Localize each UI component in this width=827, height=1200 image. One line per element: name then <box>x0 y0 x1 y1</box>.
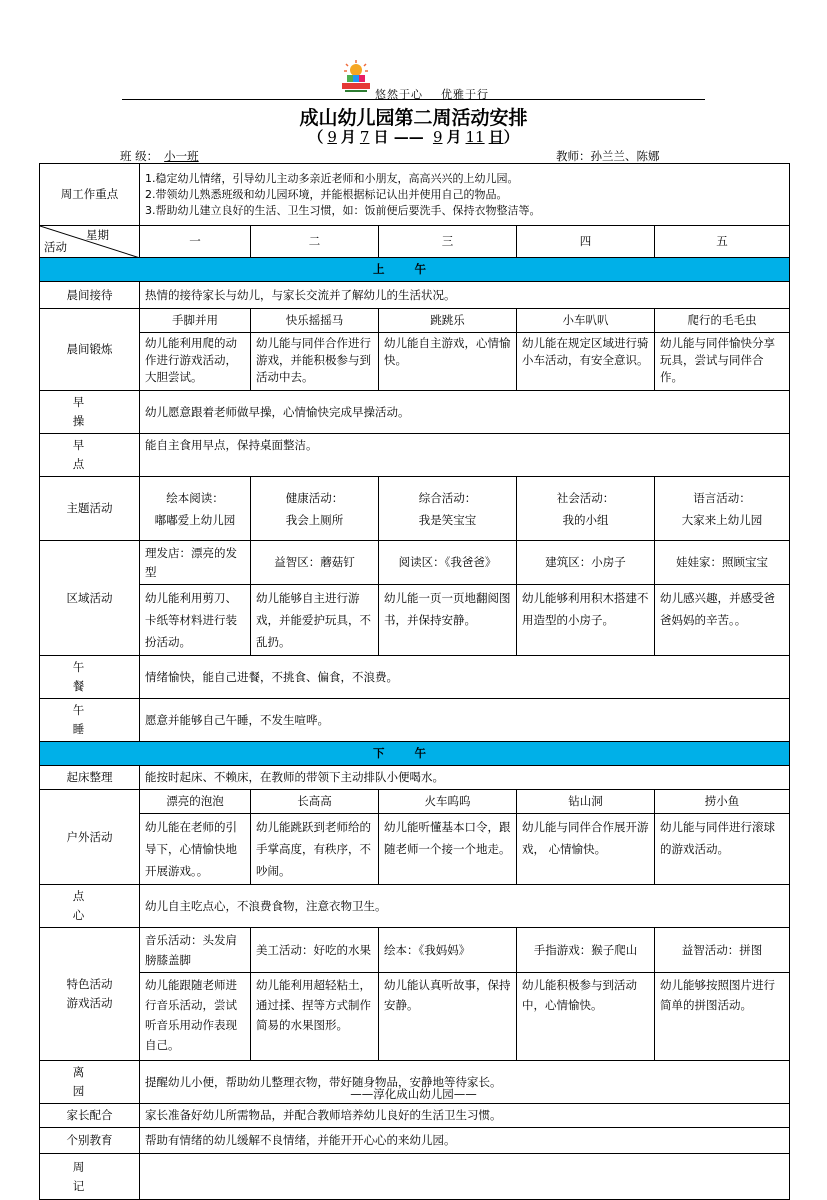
activity-desc: 幼儿能在老师的引导下，心情愉快地开展游戏。。 <box>140 814 251 885</box>
area-title: 建筑区：小房子 <box>517 541 655 585</box>
motto-right: 优雅于行 <box>441 88 489 101</box>
theme-type: 综合活动： <box>418 490 477 505</box>
day-header: 一 <box>140 226 251 258</box>
nap-row <box>40 699 790 742</box>
activity-desc: 幼儿能够按照图片进行简单的拼图活动。 <box>655 973 790 1061</box>
row-content: 幼儿自主吃点心，不浪费食物，注意衣物卫生。 <box>140 885 790 928</box>
morning-banner-row <box>40 258 790 282</box>
focus-item: 3.帮助幼儿建立良好的生活、卫生习惯，如：饭前便后要洗手、保持衣物整洁等。 <box>145 203 541 217</box>
afternoon-snack-row <box>40 885 790 928</box>
row-label: 午 餐 <box>40 656 140 699</box>
row-label <box>40 928 140 1061</box>
page-title: 成山幼儿园第二周活动安排 <box>299 107 528 129</box>
theme-title: 我是笑宝宝 <box>418 512 477 527</box>
activity-desc: 幼儿能在规定区域进行骑小车活动，有安全意识。 <box>517 333 655 391</box>
focus-item: 1.稳定幼儿情绪，引导幼儿主动多亲近老师和小朋友，高高兴兴的上幼儿园。 <box>145 171 519 185</box>
diag-bottom-label: 活动 <box>44 240 67 254</box>
row-label: 个别教育 <box>40 1128 140 1154</box>
activity-title: 火车呜呜 <box>379 790 517 814</box>
day-header: 三 <box>379 226 517 258</box>
row-label: 离 园 <box>40 1061 140 1104</box>
area-desc: 幼儿能一页一页地翻阅图书，并保持安静。 <box>379 585 517 656</box>
area-title-row <box>40 541 790 585</box>
theme-title: 我的小组 <box>562 512 609 527</box>
wakeup-row <box>40 766 790 790</box>
area-title: 理发店：漂亮的发型 <box>140 541 251 585</box>
area-desc: 幼儿能利用剪刀、卡纸等材料进行装扮活动。 <box>140 585 251 656</box>
class-value: 小一班 <box>164 149 199 163</box>
teacher-label: 教师： <box>556 149 591 163</box>
paren-close: ） <box>503 128 519 146</box>
row-label: 周 记 <box>40 1154 140 1200</box>
row-content: 热情的接待家长与幼儿，与家长交流并了解幼儿的生活状况。 <box>140 282 790 309</box>
diagonal-header-cell <box>40 226 140 258</box>
outdoor-desc-row <box>40 814 790 885</box>
row-label: 早 点 <box>40 434 140 477</box>
end-month: 9 <box>432 128 443 146</box>
month-char-2: 月 <box>446 128 462 146</box>
start-month: 9 <box>327 128 337 146</box>
activity-title: 美工活动：好吃的水果 <box>251 928 379 973</box>
activity-title: 益智活动：拼图 <box>655 928 790 973</box>
weekly-focus-row <box>40 164 790 226</box>
row-content: 幼儿愿意跟着老师做早操，心情愉快完成早操活动。 <box>140 391 790 434</box>
row-label: 起床整理 <box>40 766 140 790</box>
days-header-row <box>40 226 790 258</box>
diag-top-label: 星期 <box>86 228 109 242</box>
class-info <box>120 148 209 164</box>
morning-banner: 上午 <box>40 258 790 282</box>
start-day: 7 <box>359 128 370 146</box>
day-char-2: 日 <box>488 128 504 146</box>
activity-desc: 幼儿能听懂基本口令，跟随老师一个接一个地走。 <box>379 814 517 885</box>
exercise-title-row <box>40 309 790 333</box>
area-title: 阅读区：《我爸爸》 <box>379 541 517 585</box>
individual-row <box>40 1128 790 1154</box>
weekly-focus-label: 周工作重点 <box>40 164 140 226</box>
row-label: 晨间锻炼 <box>40 309 140 391</box>
reception-row <box>40 282 790 309</box>
special-desc-row <box>40 973 790 1061</box>
afternoon-banner: 下午 <box>40 742 790 766</box>
theme-cell <box>655 477 790 541</box>
row-content: 愿意并能够自己午睡，不发生喧哗。 <box>140 699 790 742</box>
activity-desc: 幼儿能利用爬的动作进行游戏活动，大胆尝试。 <box>140 333 251 391</box>
activity-title: 音乐活动：头发肩膀膝盖脚 <box>140 928 251 973</box>
area-desc: 幼儿能够自主进行游戏，并能爱护玩具，不乱扔。 <box>251 585 379 656</box>
activity-title: 捞小鱼 <box>655 790 790 814</box>
day-char: 日 <box>373 128 389 146</box>
activity-title: 快乐摇摇马 <box>251 309 379 333</box>
row-label: 午 睡 <box>40 699 140 742</box>
row-content: 提醒幼儿小便，帮助幼儿整理衣物，带好随身物品，安静地等待家长。 <box>140 1061 790 1104</box>
teacher-value: 孙兰兰、陈娜 <box>590 149 660 163</box>
theme-title: 嘟嘟爱上幼儿园 <box>154 512 236 527</box>
lunch-row <box>40 656 790 699</box>
activity-desc: 幼儿能与同伴合作展开游戏， 心情愉快。 <box>517 814 655 885</box>
activity-title: 跳跳乐 <box>379 309 517 333</box>
row-content: 帮助有情绪的幼儿缓解不良情绪，并能开开心心的来幼儿园。 <box>140 1128 790 1154</box>
day-header: 五 <box>655 226 790 258</box>
activity-desc: 幼儿能积极参与到活动中，心情愉快。 <box>517 973 655 1061</box>
exercise-desc-row <box>40 333 790 391</box>
activity-desc: 幼儿能利用超轻粘土，通过揉、捏等方式制作简易的水果图形。 <box>251 973 379 1061</box>
special-label-2: 游戏活动 <box>66 996 113 1010</box>
snack-row <box>40 434 790 477</box>
activity-title: 手脚并用 <box>140 309 251 333</box>
kindergarten-logo <box>341 60 371 94</box>
theme-type: 语言活动： <box>693 490 751 505</box>
row-label: 主题活动 <box>40 477 140 541</box>
activity-desc: 幼儿能跟随老师进行音乐活动，尝试听音乐用动作表现自己。 <box>140 973 251 1061</box>
row-content: 能自主食用早点，保持桌面整洁。 <box>140 434 790 477</box>
activity-desc: 幼儿能认真听故事，保持安静。 <box>379 973 517 1061</box>
month-char: 月 <box>340 128 356 146</box>
theme-title: 我会上厕所 <box>285 512 344 527</box>
area-desc: 幼儿感兴趣，并感受爸爸妈妈的辛苦。。 <box>655 585 790 656</box>
activity-desc: 幼儿能与同伴进行滚球的游戏活动。 <box>655 814 790 885</box>
row-label: 户外活动 <box>40 790 140 885</box>
activity-desc: 幼儿能与同伴合作进行游戏，并能积极参与到活动中去。 <box>251 333 379 391</box>
schedule-table <box>39 163 790 1200</box>
row-label: 早 操 <box>40 391 140 434</box>
theme-title: 大家来上幼儿园 <box>681 512 763 527</box>
row-content: 能按时起床、不赖床，在教师的带领下主动排队小便喝水。 <box>140 766 790 790</box>
theme-cell <box>517 477 655 541</box>
theme-type: 健康活动： <box>285 490 344 505</box>
row-label: 晨间接待 <box>40 282 140 309</box>
paren-open: （ <box>308 128 324 146</box>
special-label-1: 特色活动 <box>66 977 113 991</box>
teacher-info <box>556 148 660 164</box>
theme-row <box>40 477 790 541</box>
activity-title: 钻山洞 <box>517 790 655 814</box>
outdoor-title-row <box>40 790 790 814</box>
weekly-notes-content[interactable] <box>140 1154 790 1200</box>
theme-cell <box>251 477 379 541</box>
activity-desc: 幼儿能与同伴愉快分享玩具，尝试与同伴合作。 <box>655 333 790 391</box>
special-title-row <box>40 928 790 973</box>
day-header: 四 <box>517 226 655 258</box>
activity-title: 长高高 <box>251 790 379 814</box>
row-content: 家长准备好幼儿所需物品，并配合教师培养幼儿良好的生活卫生习惯。 <box>140 1104 790 1128</box>
header-rule <box>122 99 705 100</box>
theme-cell <box>140 477 251 541</box>
date-dash: —— <box>393 128 424 146</box>
weekly-focus-content <box>140 164 790 226</box>
theme-cell <box>379 477 517 541</box>
area-desc: 幼儿能够利用积木搭建不用造型的小房子。 <box>517 585 655 656</box>
date-range <box>0 126 827 147</box>
afternoon-banner-row <box>40 742 790 766</box>
end-day: 11 <box>465 128 485 146</box>
area-desc-row <box>40 585 790 656</box>
activity-title: 手指游戏：猴子爬山 <box>517 928 655 973</box>
theme-type: 社会活动： <box>556 490 615 505</box>
theme-type: 绘本阅读： <box>166 490 224 505</box>
activity-title: 漂亮的泡泡 <box>140 790 251 814</box>
morning-exercise-row <box>40 391 790 434</box>
focus-item: 2.带领幼儿熟悉班级和幼儿园环境，并能根据标记认出并使用自己的物品。 <box>145 187 508 201</box>
activity-title: 绘本：《我妈妈》 <box>379 928 517 973</box>
row-label: 区域活动 <box>40 541 140 656</box>
parents-row <box>40 1104 790 1128</box>
area-title: 益智区：蘑菇钉 <box>251 541 379 585</box>
row-content: 情绪愉快，能自己进餐，不挑食、偏食，不浪费。 <box>140 656 790 699</box>
activity-desc: 幼儿能跳跃到老师给的手掌高度，有秩序，不吵闹。 <box>251 814 379 885</box>
motto-left: 悠然于心 <box>375 88 423 101</box>
class-label: 班 级： <box>120 149 159 163</box>
area-title: 娃娃家：照顾宝宝 <box>655 541 790 585</box>
footer: ——淳化成山幼儿园—— <box>350 1087 477 1101</box>
day-header: 二 <box>251 226 379 258</box>
weekly-notes-row <box>40 1154 790 1200</box>
activity-title: 爬行的毛毛虫 <box>655 309 790 333</box>
row-label: 点 心 <box>40 885 140 928</box>
row-label: 家长配合 <box>40 1104 140 1128</box>
activity-title: 小车叭叭 <box>517 309 655 333</box>
activity-desc: 幼儿能自主游戏，心情愉快。 <box>379 333 517 391</box>
